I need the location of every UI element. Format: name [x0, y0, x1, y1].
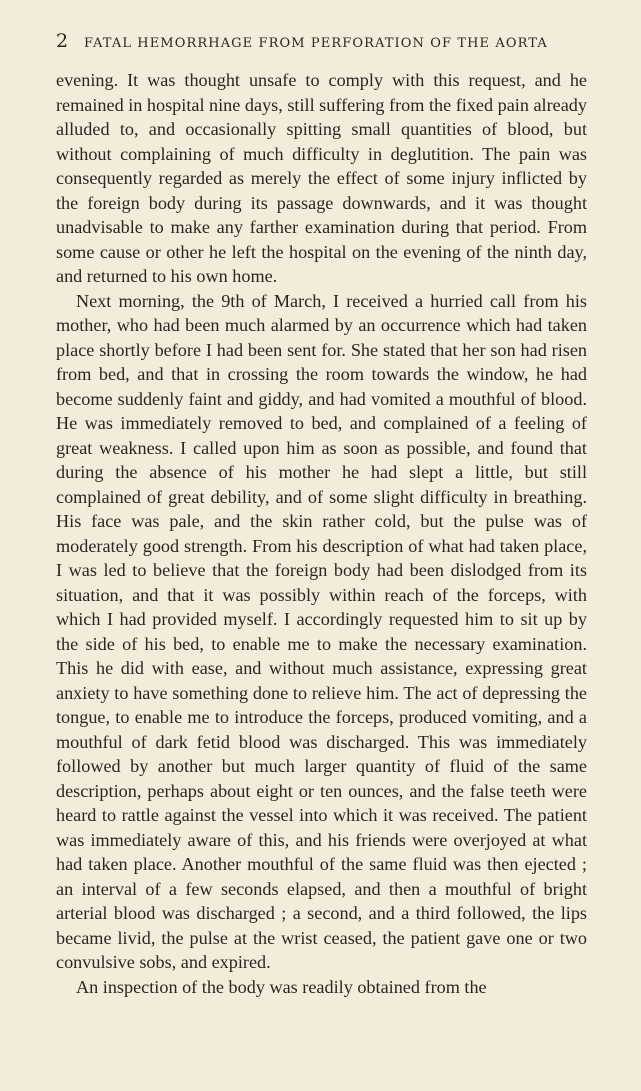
paragraph-inspection: An inspection of the body was readily obtained from the: [76, 976, 487, 997]
running-head: [56, 30, 587, 56]
paragraph-next-morning: Next morning, the 9th of March, I received a hurried call from his mother, who had been much alarmed by an occurrence which had taken place shortly before I had been sent for. She stated that her son had risen from bed, and that in crossing the room towards the window, he had become suddenly faint and giddy, and had vomited a mouthful of blood. He was immediately removed to bed, and complained of a feeling of great weakness. I called upon him as soon as possible, and found that during the absence of his mother he had slept a little, but still complained of great debility, and of some slight difficulty in breathing. His face was pale, and the skin rather cold, but the pulse was of moderately good strength. From his description of what had taken place, I was led to believe that the foreign body had been dislodged from its situation, and that it was possibly within reach of the forceps, with which I had provided myself. I accordingly requested him to sit up by the side of his bed, to enable me to make the necessary examination. This he did with ease, and without much assistance, expressing great anxiety to have something done to relieve him. The act of depressing the tongue, to enable me to introduce the forceps, produced vomiting, and a mouthful of dark fetid blood was discharged. This was immediately followed by another but much larger quantity of fluid of the same description, perhaps about eight or ten ounces, and the false teeth were heard to rattle against the vessel into which it was received. The patient was immediately aware of this, and his friends were overjoyed at what had taken place. Another mouthful of the same fluid was then ejected ; an interval of a few seconds elapsed, and then a mouthful of bright arterial blood was discharged ; a second, and a third followed, the lips became livid, the pulse at the wrist ceased, the patient gave one or two convulsive sobs, and expired.: [56, 290, 587, 972]
running-head-title: FATAL HEMORRHAGE FROM PERFORATION OF THE AORTA: [84, 36, 548, 51]
page-number: 2: [56, 30, 69, 52]
body-text: [56, 68, 587, 999]
paragraph-continuation: evening. It was thought unsafe to comply with this request, and he remained in hospital nine days, still suffering from the fixed pain already alluded to, and occasionally spitting small quantities of blood, but without complaining of much difficulty in deglutition. The pain was consequently regarded as merely the effect of some injury inflicted by the foreign body during its passage downwards, and it was thought unadvisable to make any farther examination during that period. From some cause or other he left the hospital on the evening of the ninth day, and returned to his own home.: [56, 70, 587, 286]
